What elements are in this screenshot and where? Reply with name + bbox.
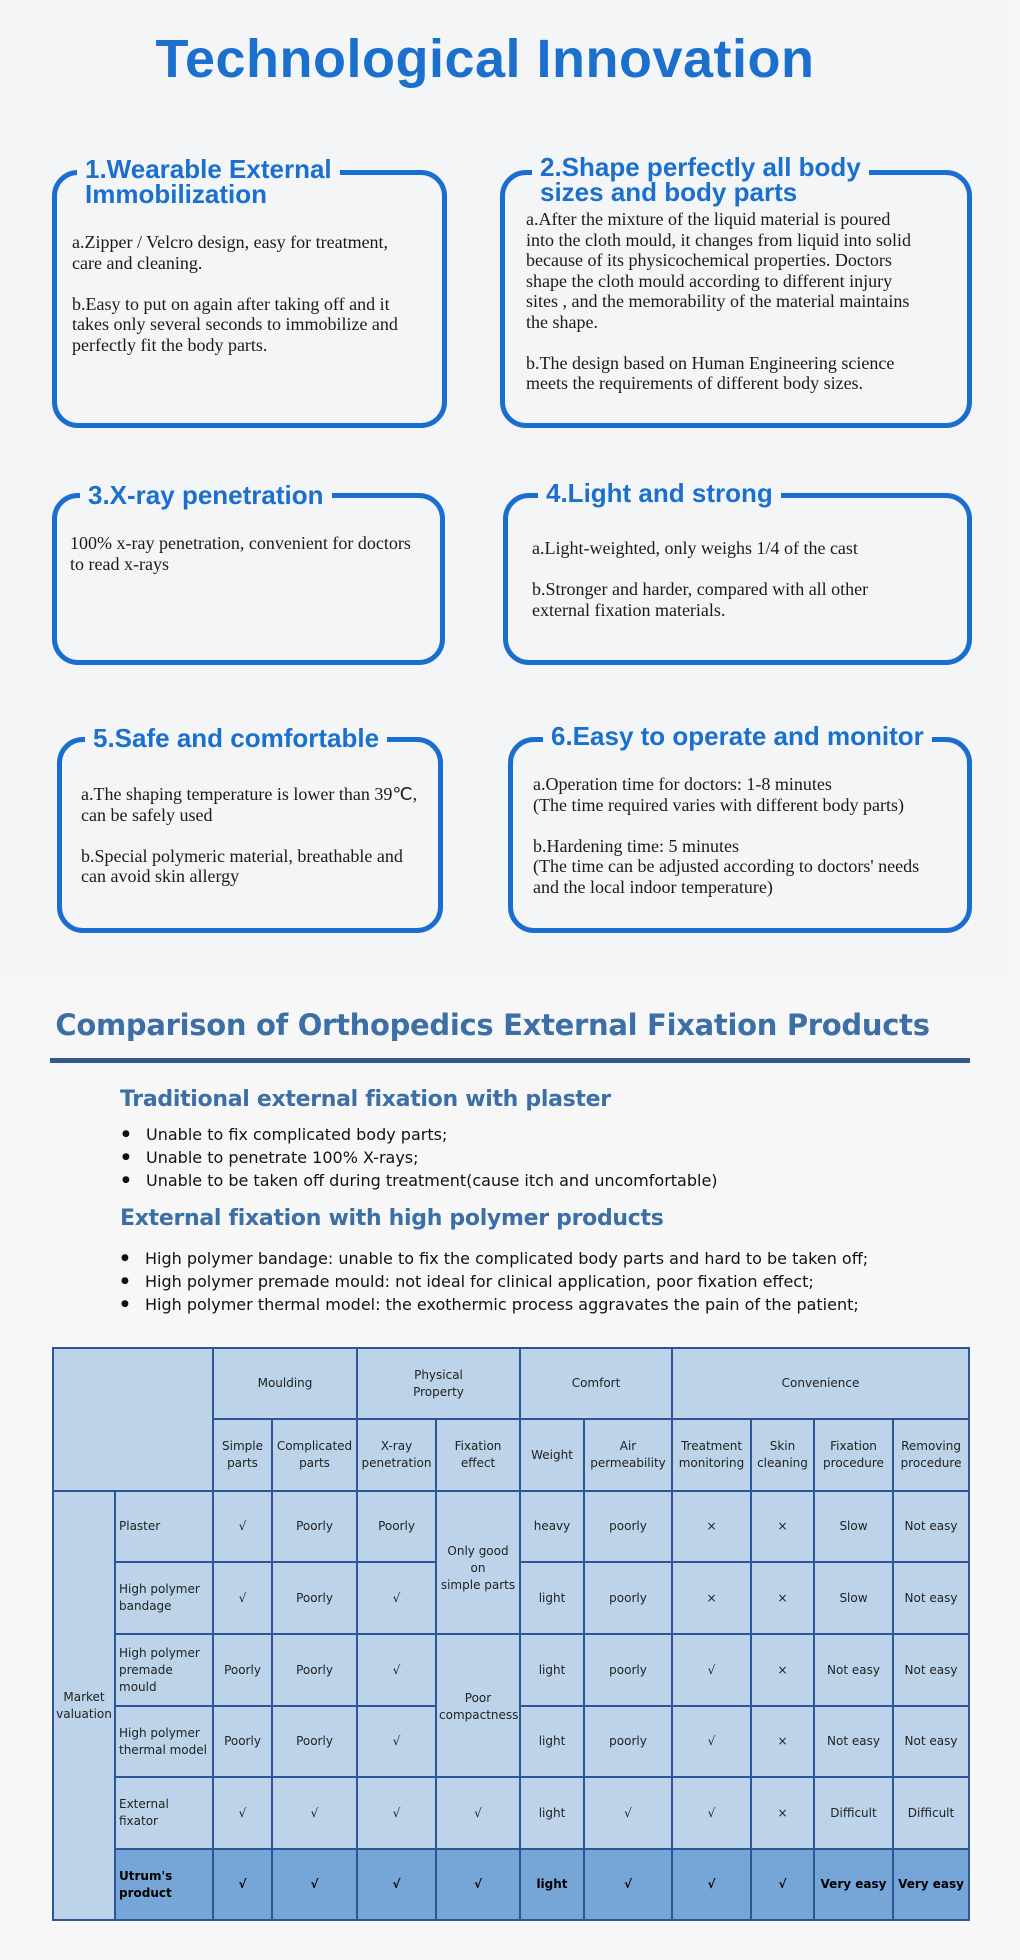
table-corner-cell	[53, 1348, 213, 1491]
row-label: High polymer thermal model	[115, 1706, 213, 1777]
table-cell: ×	[751, 1634, 814, 1706]
column-header: Skin cleaning	[751, 1419, 814, 1491]
table-cell: √	[213, 1562, 272, 1634]
column-header: Complicated parts	[272, 1419, 357, 1491]
table-cell: Not easy	[893, 1706, 969, 1777]
row-label: Plaster	[115, 1491, 213, 1562]
plaster-drawbacks-list	[120, 1123, 718, 1192]
table-cell: √	[672, 1634, 751, 1706]
feature-title-xray: 3.X-ray penetration	[80, 483, 332, 508]
table-cell: poorly	[584, 1634, 672, 1706]
table-cell: Poorly	[272, 1491, 357, 1562]
table-cell: Not easy	[893, 1491, 969, 1562]
table-cell: light	[520, 1849, 584, 1920]
table-cell: √	[436, 1777, 520, 1849]
feature-title-shape: 2.Shape perfectly all body sizes and body parts	[532, 155, 869, 205]
table-cell-merged: Only good on simple parts	[436, 1491, 520, 1634]
polymer-heading: External fixation with high polymer products	[120, 1206, 664, 1231]
polymer-drawbacks-list	[119, 1247, 868, 1316]
table-cell: Not easy	[893, 1634, 969, 1706]
list-item: ● Unable to be taken off during treatment(cause itch and uncomfortable)	[120, 1169, 718, 1192]
feature-text-wearable: a.Zipper / Velcro design, easy for treatment, care and cleaning. b.Easy to put on again after taking off and it takes only several seconds to immobilize and perfectly fit the body parts.	[72, 232, 398, 355]
table-cell: √	[272, 1777, 357, 1849]
table-cell: Slow	[814, 1491, 893, 1562]
group-header-physical-property: Physical Property	[357, 1348, 520, 1419]
list-item: ● Unable to penetrate 100% X-rays;	[120, 1146, 718, 1169]
table-cell: √	[584, 1777, 672, 1849]
list-item: ● High polymer thermal model: the exothermic process aggravates the pain of the patient;	[119, 1293, 868, 1316]
list-item: ● High polymer premade mould: not ideal for clinical application, poor fixation effect;	[119, 1270, 868, 1293]
table-cell: √	[584, 1849, 672, 1920]
table-cell: light	[520, 1777, 584, 1849]
feature-title-wearable: 1.Wearable External Immobilization	[77, 157, 340, 207]
feature-text-operate: a.Operation time for doctors: 1-8 minutes (The time required varies with different body parts) b.Hardening time: 5 minutes (The time can be adjusted according to doctors' needs and the local indoor temperature)	[533, 774, 920, 897]
row-label: External fixator	[115, 1777, 213, 1849]
table-cell: √	[436, 1849, 520, 1920]
table-cell: √	[357, 1634, 436, 1706]
table-cell: √	[357, 1777, 436, 1849]
table-cell: √	[213, 1777, 272, 1849]
column-header: Treatment monitoring	[672, 1419, 751, 1491]
column-header: Removing procedure	[893, 1419, 969, 1491]
table-cell: Very easy	[814, 1849, 893, 1920]
innovation-section	[0, 0, 1010, 978]
table-cell: poorly	[584, 1562, 672, 1634]
comparison-title: Comparison of Orthopedics External Fixation Products	[55, 1008, 930, 1042]
table-cell: √	[672, 1777, 751, 1849]
table-cell: Poorly	[272, 1562, 357, 1634]
table-cell: light	[520, 1706, 584, 1777]
table-cell: Poorly	[272, 1634, 357, 1706]
table-cell: √	[213, 1491, 272, 1562]
table-cell: Not easy	[814, 1706, 893, 1777]
table-cell: ×	[751, 1777, 814, 1849]
table-cell: Difficult	[893, 1777, 969, 1849]
feature-card-xray	[52, 493, 445, 665]
group-header-comfort: Comfort	[520, 1348, 672, 1419]
group-header-moulding: Moulding	[213, 1348, 357, 1419]
table-cell: light	[520, 1634, 584, 1706]
table-cell: Poorly	[272, 1706, 357, 1777]
feature-text-light-strong: a.Light-weighted, only weighs 1/4 of the cast b.Stronger and harder, compared with all other external fixation materials.	[532, 538, 869, 620]
table-cell-merged: Poor compactness	[436, 1634, 520, 1777]
table-cell: Poorly	[213, 1706, 272, 1777]
table-cell: Not easy	[893, 1562, 969, 1634]
feature-text-xray: 100% x-ray penetration, convenient for doctors to read x-rays	[70, 533, 411, 574]
table-cell: Poorly	[357, 1491, 436, 1562]
feature-text-shape: a.After the mixture of the liquid material is poured into the cloth mould, it changes from liquid into solid because of its physicochemical properties. Doctors shape the cloth mould according to different injury sites , and the memorability of the material maintains the shape. b.The design based on Human Engineering science meets the requirements of different body sizes.	[526, 209, 911, 393]
table-cell: ×	[672, 1491, 751, 1562]
row-label: High polymer bandage	[115, 1562, 213, 1634]
table-cell: Poorly	[213, 1634, 272, 1706]
table-cell: Difficult	[814, 1777, 893, 1849]
feature-text-safe: a.The shaping temperature is lower than 39℃, can be safely used b.Special polymeric material, breathable and can avoid skin allergy	[81, 784, 418, 886]
table-cell: poorly	[584, 1706, 672, 1777]
column-header: X-ray penetration	[357, 1419, 436, 1491]
table-cell: ×	[672, 1562, 751, 1634]
row-label: High polymer premade mould	[115, 1634, 213, 1706]
list-item: ● Unable to fix complicated body parts;	[120, 1123, 718, 1146]
table-cell: √	[357, 1849, 436, 1920]
table-cell: Very easy	[893, 1849, 969, 1920]
table-cell: Not easy	[814, 1634, 893, 1706]
table-cell: heavy	[520, 1491, 584, 1562]
table-cell: poorly	[584, 1491, 672, 1562]
table-cell: ×	[751, 1491, 814, 1562]
column-header: Fixation effect	[436, 1419, 520, 1491]
feature-title-light-strong: 4.Light and strong	[538, 481, 781, 506]
feature-title-safe: 5.Safe and comfortable	[85, 726, 387, 751]
column-header: Air permeability	[584, 1419, 672, 1491]
table-cell: ×	[751, 1562, 814, 1634]
row-group-label: Market valuation	[53, 1491, 115, 1920]
page-title: Technological Innovation	[155, 29, 815, 89]
table-cell: √	[272, 1849, 357, 1920]
table-cell: √	[213, 1849, 272, 1920]
column-header: Fixation procedure	[814, 1419, 893, 1491]
column-header: Weight	[520, 1419, 584, 1491]
group-header-convenience: Convenience	[672, 1348, 969, 1419]
feature-title-operate: 6.Easy to operate and monitor	[543, 724, 932, 749]
row-label-highlight: Utrum's product	[115, 1849, 213, 1920]
table-cell: √	[751, 1849, 814, 1920]
table-cell: Slow	[814, 1562, 893, 1634]
table-cell: √	[672, 1849, 751, 1920]
table-cell: √	[357, 1562, 436, 1634]
table-cell: √	[357, 1706, 436, 1777]
title-divider	[50, 1058, 970, 1063]
table-cell: light	[520, 1562, 584, 1634]
table-cell: √	[672, 1706, 751, 1777]
column-header: Simple parts	[213, 1419, 272, 1491]
table-cell: ×	[751, 1706, 814, 1777]
plaster-heading: Traditional external fixation with plaster	[120, 1087, 611, 1112]
list-item: ● High polymer bandage: unable to fix the complicated body parts and hard to be taken off;	[119, 1247, 868, 1270]
comparison-table	[52, 1347, 970, 1921]
